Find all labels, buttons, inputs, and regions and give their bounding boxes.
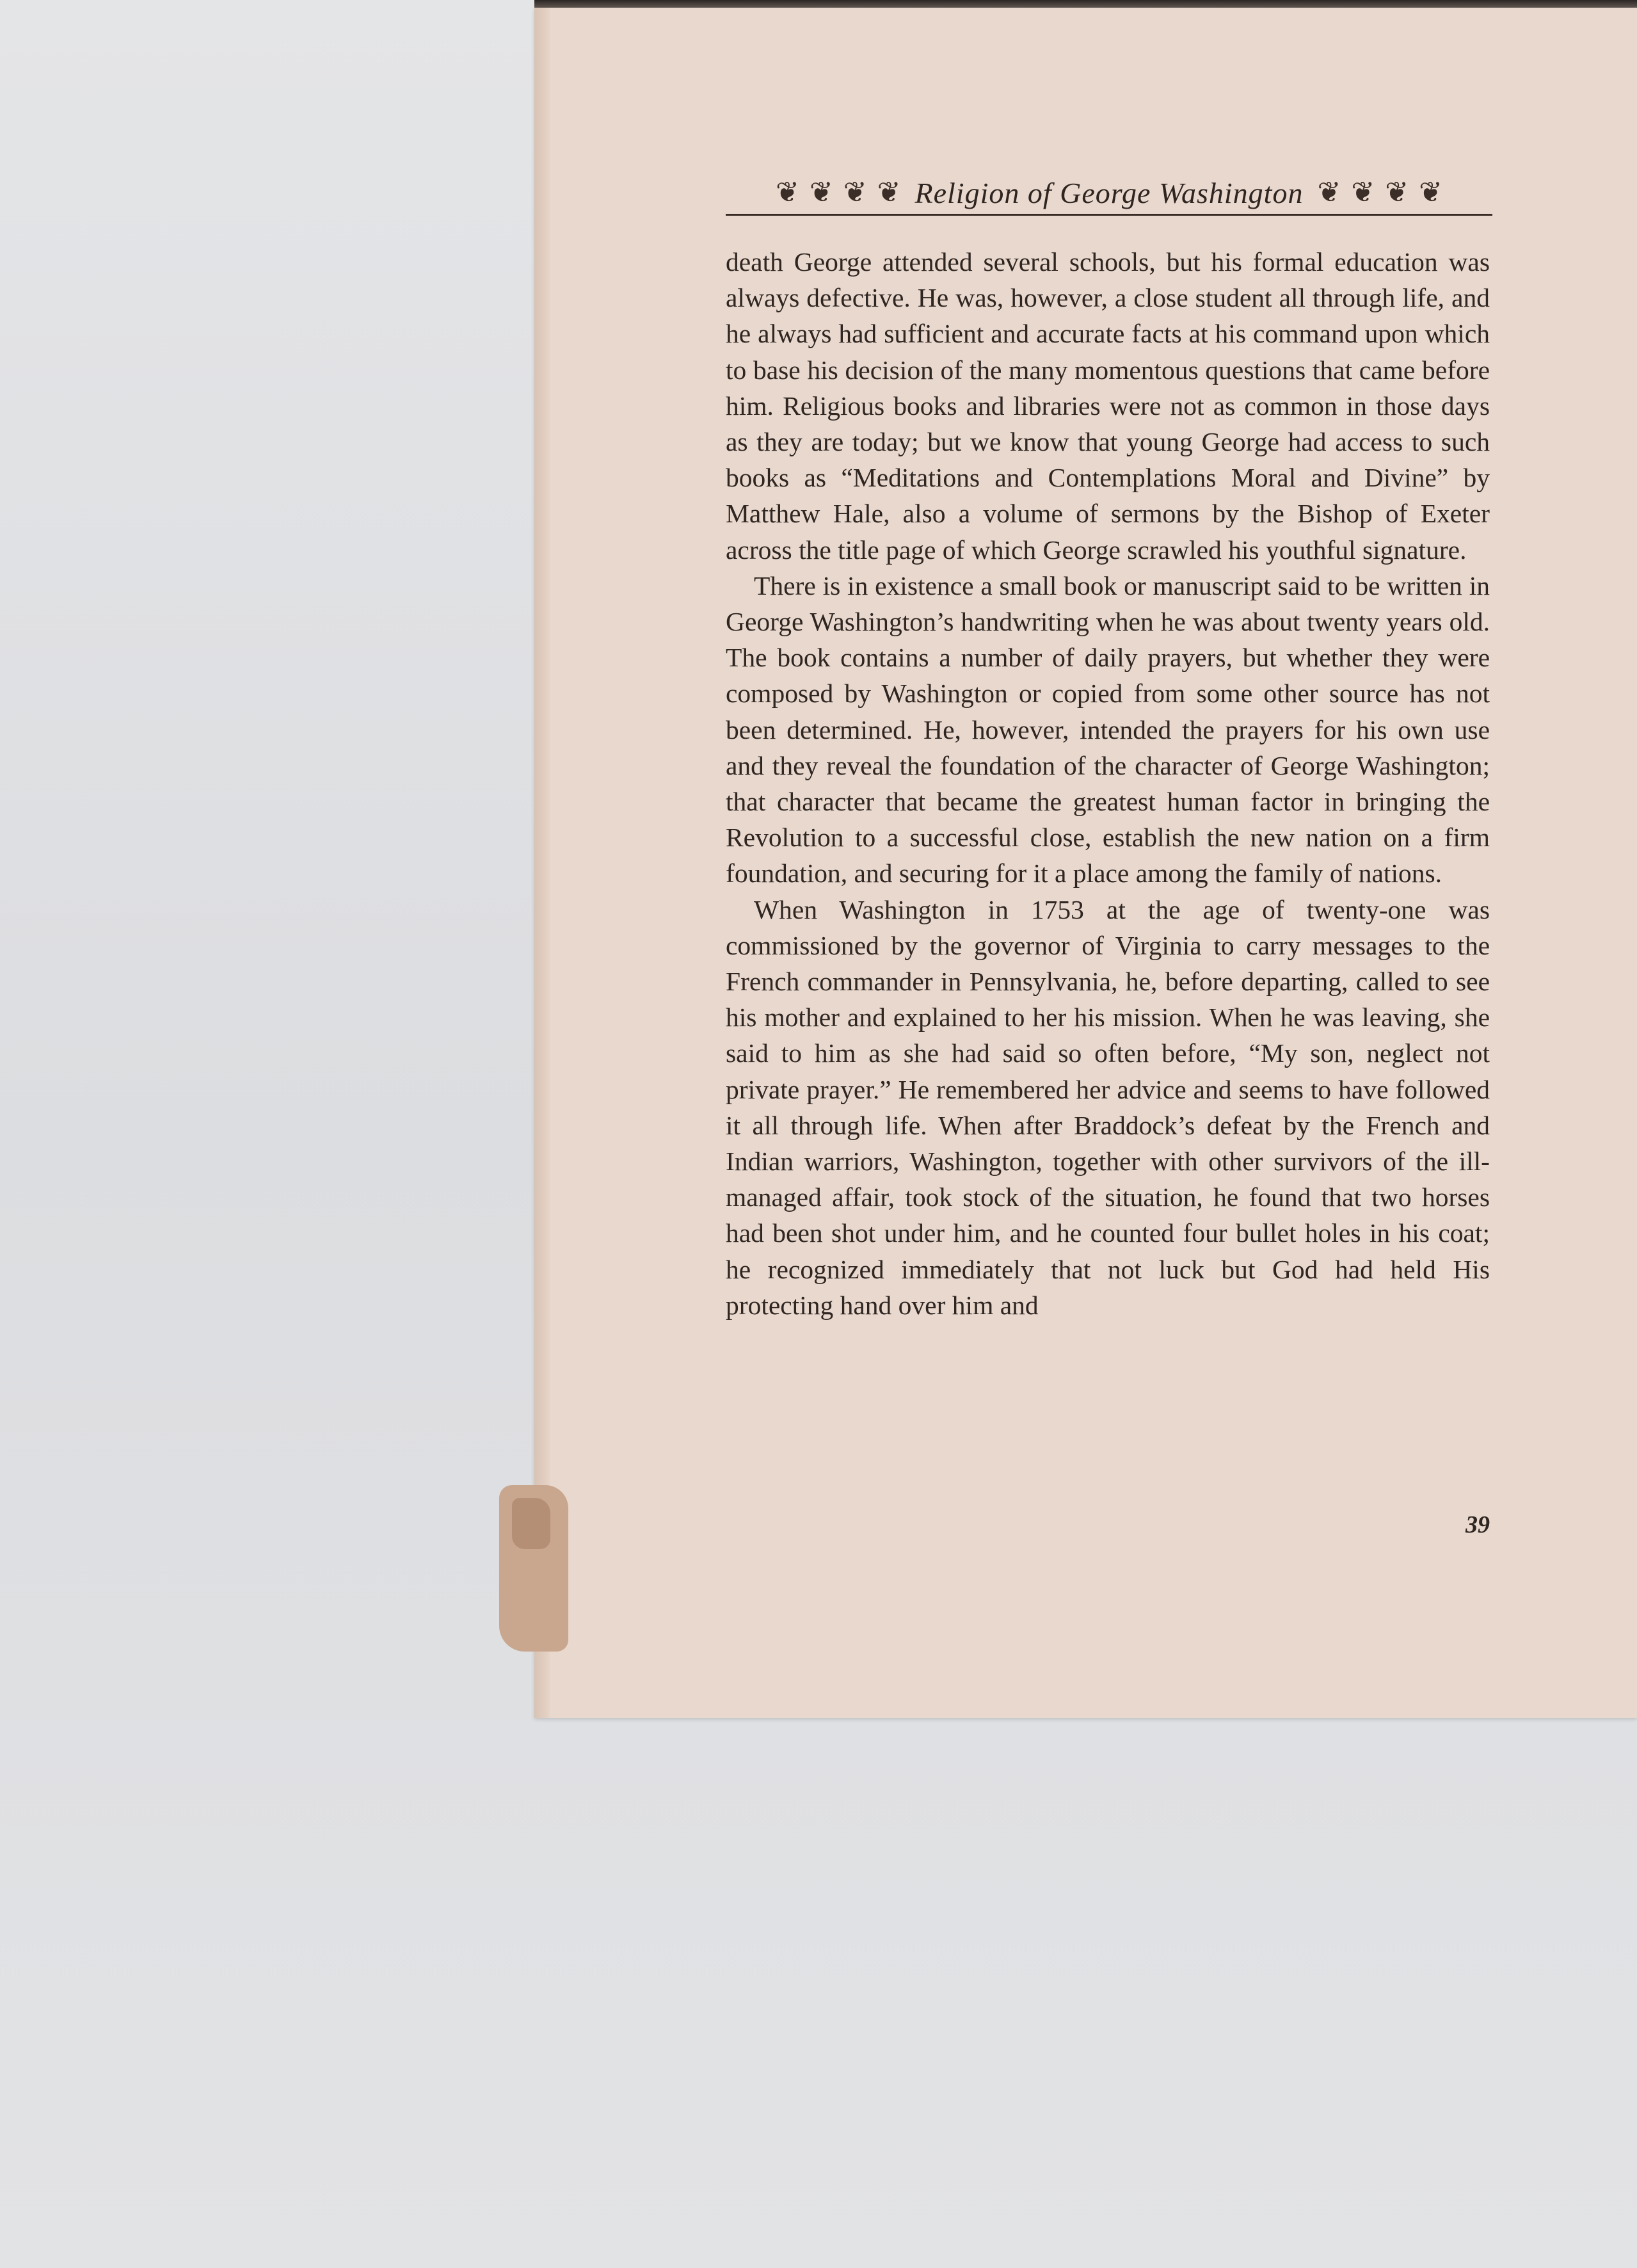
page-number: 39 bbox=[1465, 1511, 1490, 1538]
fleuron-icon: ❦ bbox=[809, 176, 833, 209]
page-tear-shadow bbox=[512, 1498, 550, 1549]
fleuron-icon: ❦ bbox=[877, 176, 901, 209]
paragraph: There is in existence a small book or manuscript said to be written in George Washington’s handwriting when he was about twenty years old. The book contains a number of daily prayers, but whether they were composed by Washington or copied from some other source has not been determined. He, however, intended the prayers for his own use and they reveal the foundation of the character of George Washington; that character that became the greatest human factor in bringing the Revolution to a successful close, establish the new nation on a firm foundation, and securing for it a place among the family of nations. bbox=[726, 570, 1490, 889]
header-ornaments-left bbox=[776, 176, 901, 209]
paragraph: When Washington in 1753 at the age of twenty-one was commissioned by the governor of Virginia to carry messages to the French commander in Pennsylvania, he, before departing, called to see his mother and explained to her his mission. When he was leaving, she said to him as she had said so often before, “My son, neglect not private prayer.” He remembered her advice and seems to have followed it all through life. When after Braddock’s defeat by the French and Indian warriors, Washington, together with other survivors of the ill-managed affair, took stock of the situation, he found that two horses had been shot under him, and he counted four bullet holes in his coat; he recognized immediately that not luck but God had held His protecting hand over him and bbox=[726, 894, 1490, 1320]
running-title: Religion of George Washington bbox=[914, 176, 1304, 209]
fleuron-icon: ❦ bbox=[1317, 176, 1341, 209]
body-text bbox=[726, 244, 1490, 1323]
fleuron-icon: ❦ bbox=[1385, 176, 1409, 209]
fleuron-icon: ❦ bbox=[843, 176, 867, 209]
page-torn-edge bbox=[534, 8, 550, 1718]
fleuron-icon: ❦ bbox=[1419, 176, 1442, 209]
fleuron-icon: ❦ bbox=[776, 176, 799, 209]
running-header bbox=[726, 172, 1492, 216]
paragraph-continued: death George attended several schools, but his formal education was always defective. He was, however, a close student all through life, and he always had sufficient and accurate facts at his command upon which to base his decision of the many momentous questions that came before him. Religious books and libraries were not as common in those days as they are today; but we know that young George had access to such books as “Meditations and Contemplations Moral and Divine” by Matthew Hale, also a volume of sermons by the Bishop of Exeter across the title page of which George scrawled his youthful signature. bbox=[726, 247, 1490, 565]
fleuron-icon: ❦ bbox=[1351, 176, 1375, 209]
header-ornaments-right bbox=[1317, 176, 1442, 209]
